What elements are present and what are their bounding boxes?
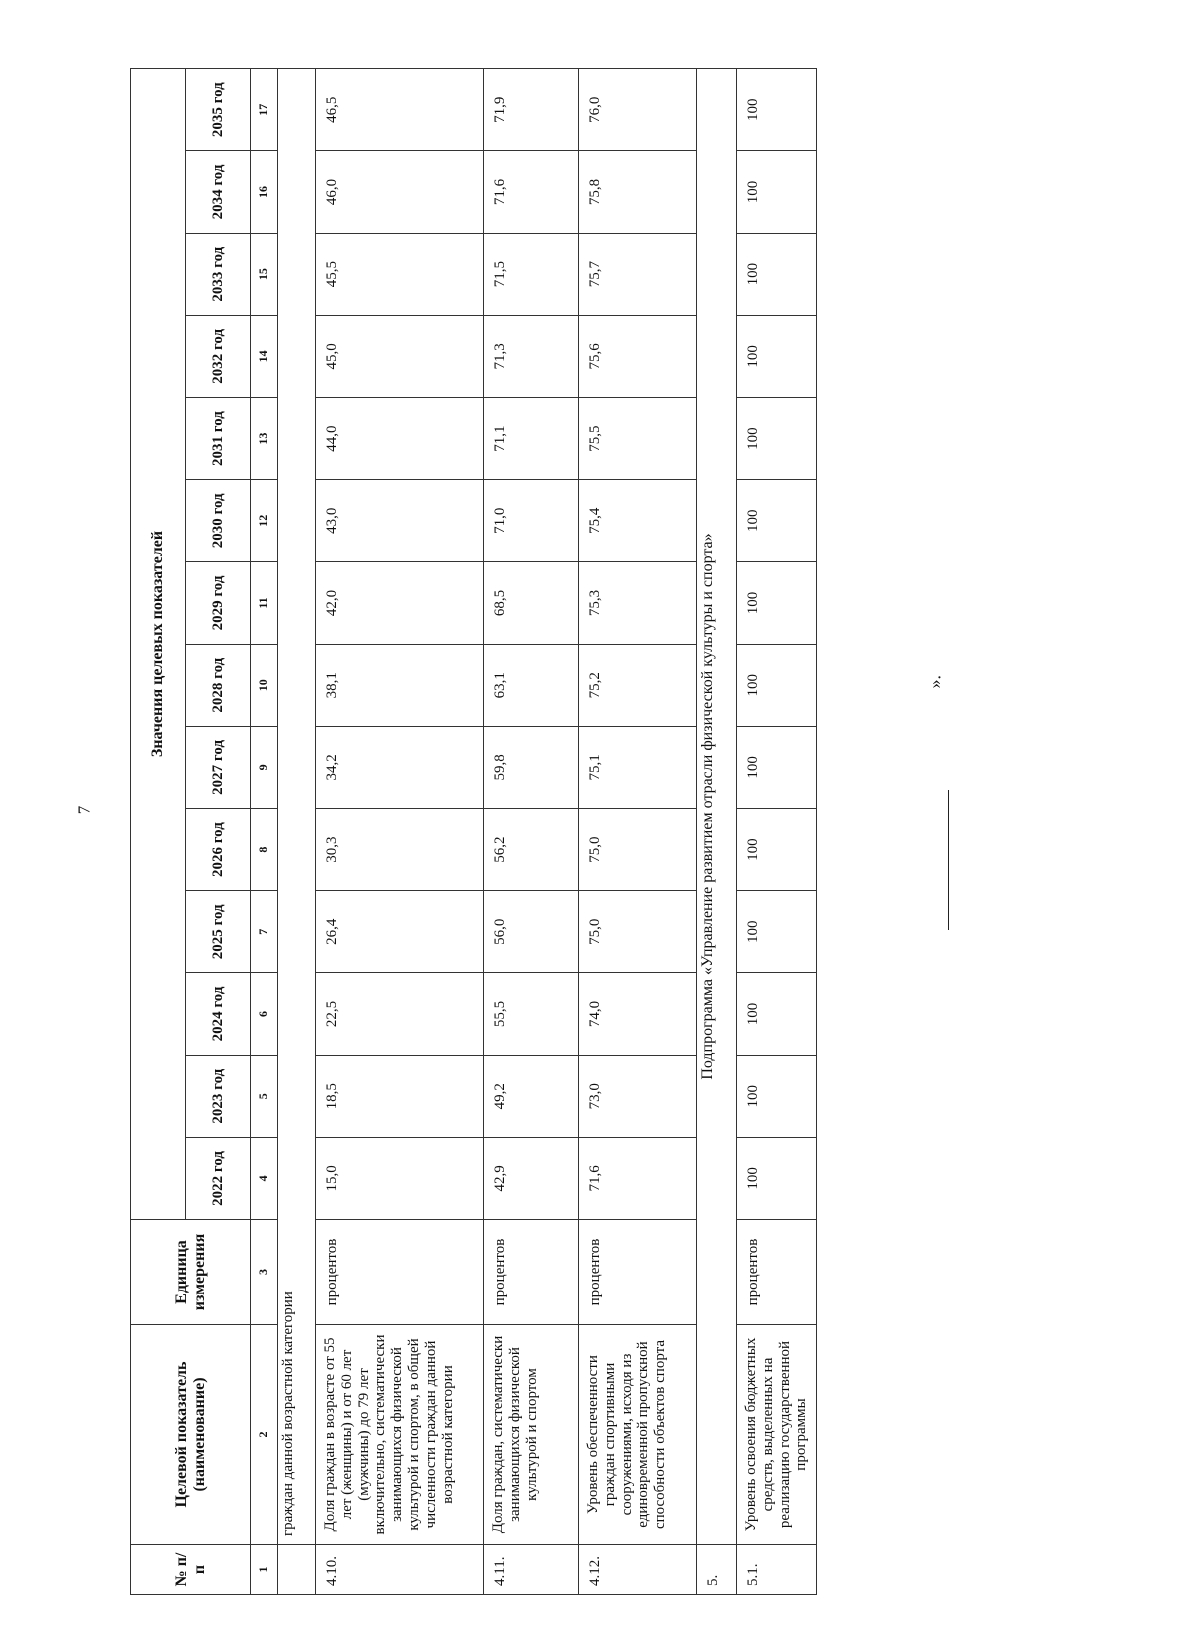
- indicator-value: 100: [737, 397, 817, 479]
- header-indicator-name: Целевой показатель (наименование): [131, 1325, 251, 1545]
- header-year: 2024 год: [186, 973, 251, 1055]
- header-values: Значения целевых показателей: [131, 69, 186, 1220]
- indicator-value: 34,2: [316, 726, 484, 808]
- section-row: [697, 69, 737, 1595]
- header-number: № п/п: [131, 1545, 251, 1595]
- indicator-value: 100: [737, 973, 817, 1055]
- header-year: 2029 год: [186, 562, 251, 644]
- header-year: 2032 год: [186, 315, 251, 397]
- column-number: 16: [251, 151, 278, 233]
- header-year: 2026 год: [186, 808, 251, 890]
- section-number: 5.: [697, 1545, 737, 1595]
- table-row: [484, 69, 579, 1595]
- indicator-value: 100: [737, 726, 817, 808]
- column-number: 2: [251, 1325, 278, 1545]
- indicator-value: 75,0: [579, 808, 697, 890]
- row-number: 4.12.: [579, 1545, 697, 1595]
- indicator-value: 71,1: [484, 397, 579, 479]
- indicator-value: 71,5: [484, 233, 579, 315]
- indicator-value: 75,3: [579, 562, 697, 644]
- indicator-value: 43,0: [316, 480, 484, 562]
- continuation-row: [278, 69, 316, 1595]
- header-year: 2025 год: [186, 891, 251, 973]
- section-title: Подпрограмма «Управление развитием отрасли физической культуры и спорта»: [697, 69, 737, 1545]
- indicator-value: 76,0: [579, 69, 697, 151]
- indicator-value: 56,2: [484, 808, 579, 890]
- column-number: 8: [251, 808, 278, 890]
- indicator-value: 15,0: [316, 1137, 484, 1219]
- indicator-value: 75,2: [579, 644, 697, 726]
- row-number: 4.10.: [316, 1545, 484, 1595]
- indicator-name: Доля граждан в возрасте от 55 лет (женщины) и от 60 лет (мужчины) до 79 лет включительно, систематически занимающихся физической культурой и спортом, в общей численности граждан данной возрастной категории: [316, 1325, 484, 1545]
- indicator-value: 49,2: [484, 1055, 579, 1137]
- indicator-name: Доля граждан, систематически занимающихся физической культурой и спортом: [484, 1325, 579, 1545]
- indicator-value: 75,7: [579, 233, 697, 315]
- continuation-empty-cell: [278, 1545, 316, 1595]
- indicator-value: 75,4: [579, 480, 697, 562]
- column-number: 10: [251, 644, 278, 726]
- indicator-value: 100: [737, 562, 817, 644]
- indicator-value: 75,6: [579, 315, 697, 397]
- header-unit: Единица измерения: [131, 1220, 251, 1325]
- indicator-value: 71,9: [484, 69, 579, 151]
- header-year: 2034 год: [186, 151, 251, 233]
- indicator-value: 44,0: [316, 397, 484, 479]
- column-number: 5: [251, 1055, 278, 1137]
- indicator-unit: процентов: [737, 1220, 817, 1325]
- header-year: 2022 год: [186, 1137, 251, 1219]
- indicator-value: 73,0: [579, 1055, 697, 1137]
- indicator-value: 56,0: [484, 891, 579, 973]
- indicator-value: 100: [737, 644, 817, 726]
- header-year: 2033 год: [186, 233, 251, 315]
- indicator-value: 45,0: [316, 315, 484, 397]
- indicator-name: Уровень освоения бюджетных средств, выделенных на реализацию государственной программы: [737, 1325, 817, 1545]
- header-year: 2031 год: [186, 397, 251, 479]
- indicator-value: 46,0: [316, 151, 484, 233]
- indicator-value: 71,3: [484, 315, 579, 397]
- header-year: 2023 год: [186, 1055, 251, 1137]
- indicator-value: 38,1: [316, 644, 484, 726]
- indicator-value: 46,5: [316, 69, 484, 151]
- indicator-value: 100: [737, 808, 817, 890]
- indicator-value: 75,8: [579, 151, 697, 233]
- header-year: 2030 год: [186, 480, 251, 562]
- indicator-value: 100: [737, 69, 817, 151]
- indicator-name: Уровень обеспеченности граждан спортивными сооружениями, исходя из единовременной пропускной способности объектов спорта: [579, 1325, 697, 1545]
- column-number-row: [251, 69, 278, 1595]
- indicator-value: 26,4: [316, 891, 484, 973]
- indicator-value: 22,5: [316, 973, 484, 1055]
- header-year: 2035 год: [186, 69, 251, 151]
- indicator-value: 59,8: [484, 726, 579, 808]
- page-number: 7: [74, 805, 94, 815]
- indicator-value: 55,5: [484, 973, 579, 1055]
- indicator-unit: процентов: [484, 1220, 579, 1325]
- row-number: 4.11.: [484, 1545, 579, 1595]
- column-number: 7: [251, 891, 278, 973]
- column-number: 3: [251, 1220, 278, 1325]
- indicator-value: 74,0: [579, 973, 697, 1055]
- indicator-value: 45,5: [316, 233, 484, 315]
- table-row: [316, 69, 484, 1595]
- indicator-value: 100: [737, 1055, 817, 1137]
- row-number: 5.1.: [737, 1545, 817, 1595]
- indicator-value: 100: [737, 315, 817, 397]
- indicator-value: 42,0: [316, 562, 484, 644]
- indicator-value: 100: [737, 151, 817, 233]
- header-year: 2027 год: [186, 726, 251, 808]
- column-number: 6: [251, 973, 278, 1055]
- indicator-value: 42,9: [484, 1137, 579, 1219]
- indicator-value: 63,1: [484, 644, 579, 726]
- indicator-unit: процентов: [579, 1220, 697, 1325]
- indicator-value: 75,0: [579, 891, 697, 973]
- column-number: 14: [251, 315, 278, 397]
- indicator-value: 100: [737, 480, 817, 562]
- column-number: 15: [251, 233, 278, 315]
- indicator-value: 75,5: [579, 397, 697, 479]
- column-number: 4: [251, 1137, 278, 1219]
- column-number: 11: [251, 562, 278, 644]
- closing-mark: ».: [924, 675, 945, 689]
- indicator-value: 68,5: [484, 562, 579, 644]
- header-year: 2028 год: [186, 644, 251, 726]
- table-row: [579, 69, 697, 1595]
- continuation-text: граждан данной возрастной категории: [278, 69, 316, 1545]
- indicator-value: 100: [737, 233, 817, 315]
- indicator-value: 71,6: [579, 1137, 697, 1219]
- indicator-value: 30,3: [316, 808, 484, 890]
- column-number: 17: [251, 69, 278, 151]
- target-indicators-table: [130, 68, 817, 1595]
- indicator-value: 100: [737, 1137, 817, 1219]
- rotated-table-container: [130, 68, 820, 1595]
- indicator-value: 18,5: [316, 1055, 484, 1137]
- table-row: [737, 69, 817, 1595]
- indicator-value: 71,0: [484, 480, 579, 562]
- closing-rule: [948, 790, 949, 930]
- indicator-value: 75,1: [579, 726, 697, 808]
- column-number: 9: [251, 726, 278, 808]
- column-number: 1: [251, 1545, 278, 1595]
- indicator-value: 100: [737, 891, 817, 973]
- column-number: 12: [251, 480, 278, 562]
- indicator-value: 71,6: [484, 151, 579, 233]
- indicator-unit: процентов: [316, 1220, 484, 1325]
- column-number: 13: [251, 397, 278, 479]
